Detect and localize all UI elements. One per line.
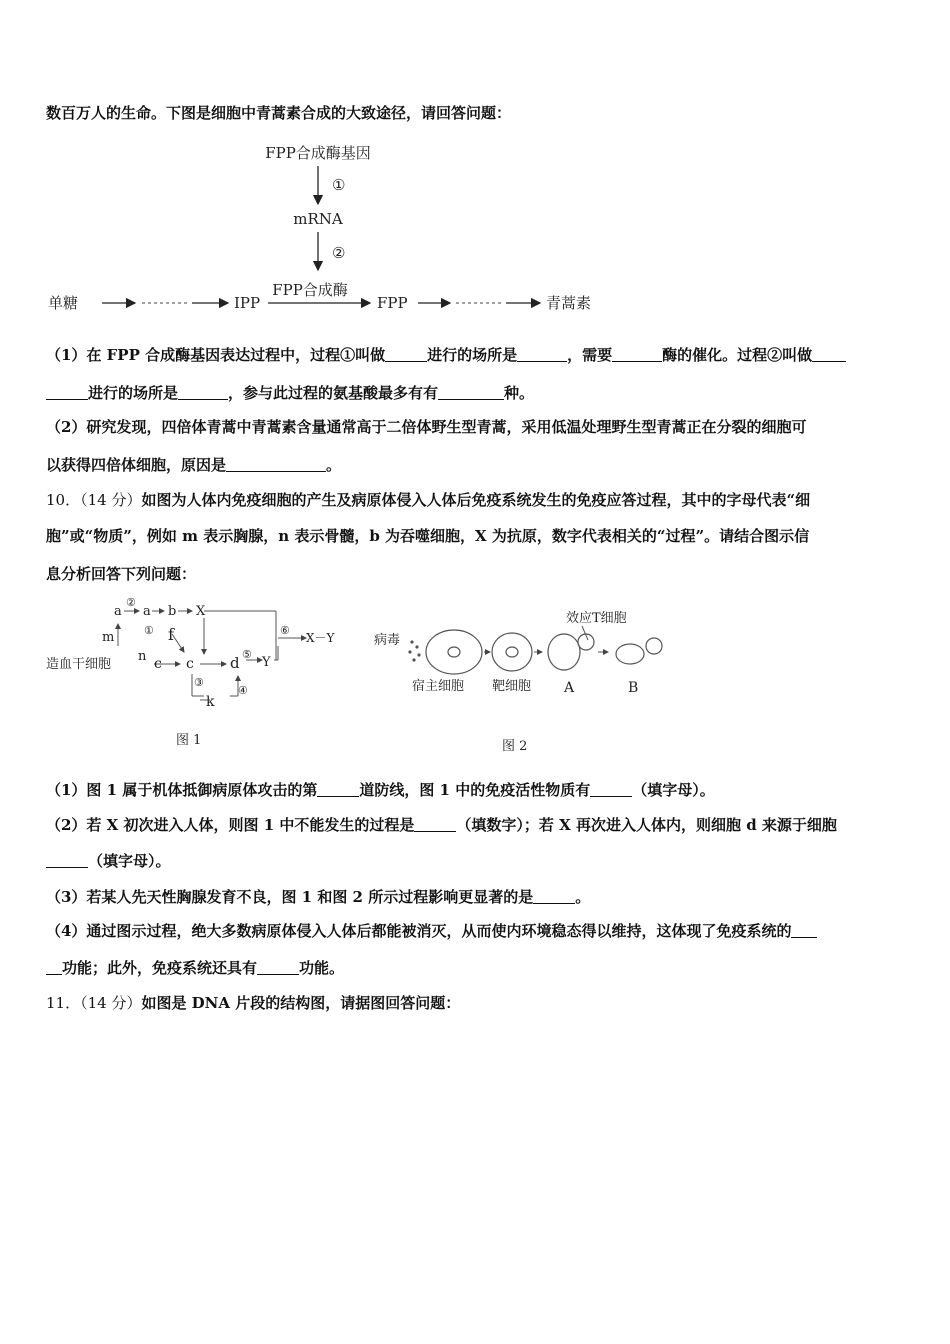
fig1-label-a1: a xyxy=(114,604,122,619)
q10-p4-text-c: 功能。 xyxy=(299,959,345,977)
q10-p2-text-c: （填字母）。 xyxy=(88,852,171,870)
fig1-label-p3: ③ xyxy=(194,676,204,689)
fig1-label-f: f xyxy=(168,625,174,644)
cell-b-icon xyxy=(616,638,662,664)
answer-blank[interactable] xyxy=(438,385,504,400)
answer-blank[interactable] xyxy=(517,347,567,362)
q9-p1-text-f: ，参与此过程的氨基酸最多有有 xyxy=(228,384,439,402)
pathway-figure xyxy=(40,140,620,325)
q9-p1-text-b: 进行的场所是 xyxy=(427,346,518,364)
target-cell-icon xyxy=(492,633,532,671)
q9-p1-text-e: 进行的场所是 xyxy=(88,384,179,402)
host-cell-icon xyxy=(426,630,482,674)
fig1-label-xy: X－Y xyxy=(306,631,335,645)
fig1-label-p5: ⑤ xyxy=(242,648,252,661)
q10-p1-text-c: （填字母）。 xyxy=(632,781,715,799)
q10-p3-text-a: （3）若某人先天性胸腺发育不良，图 1 和图 2 所示过程影响更显著的是 xyxy=(46,888,534,906)
fig2-target-label: 靶细胞 xyxy=(492,679,532,694)
fig2-host-label: 宿主细胞 xyxy=(412,679,465,694)
q10-p2-text-b: （填数字）；若 X 再次进入人体内，则细胞 d 来源于细胞 xyxy=(456,816,837,834)
fig1-label-source: 造血干细胞 xyxy=(46,657,112,672)
q9-p2-text-a: 以获得四倍体细胞，原因是 xyxy=(46,456,227,474)
virus-particles-icon xyxy=(408,640,420,661)
fig2-virus-label: 病毒 xyxy=(374,633,401,648)
immune-figure-1 xyxy=(44,596,344,756)
pathway-fpp-label: FPP xyxy=(377,294,408,312)
fig1-label-c1: c xyxy=(154,656,162,672)
fig1-label-p2: ② xyxy=(126,596,136,609)
fig1-label-p6: ⑥ xyxy=(280,624,290,637)
fig1-label-y: Y xyxy=(262,655,271,670)
q10-p4-text-a: （4）通过图示过程，绝大多数病原体侵入人体后都能被消灭，从而使内环境稳态得以维持，这体现了免疫系统的 xyxy=(46,922,792,940)
intro-text: 数百万人的生命。下图是细胞中青蒿素合成的大致途径，请回答问题： xyxy=(46,104,512,122)
answer-blank[interactable] xyxy=(317,782,359,797)
q10-p1-text-a: （1）图 1 属于机体抵御病原体攻击的第 xyxy=(46,781,318,799)
q10-stem-line3: 息分析回答下列问题： xyxy=(46,565,197,583)
q10-p2-text-a: （2）若 X 初次进入人体，则图 1 中不能发生的过程是 xyxy=(46,816,415,834)
q10-stem-line1 xyxy=(46,489,810,510)
q10-part4-line2 xyxy=(46,957,344,978)
answer-blank[interactable] xyxy=(226,457,326,472)
q10-p3-text-b: 。 xyxy=(575,888,591,906)
fig2-effector-label: 效应T细胞 xyxy=(566,611,627,626)
answer-blank[interactable] xyxy=(257,960,299,975)
answer-blank[interactable] xyxy=(385,347,427,362)
q10-number: 10．（14 分） xyxy=(46,491,142,509)
pathway-step2-label: ② xyxy=(332,244,346,262)
q10-p1-text-b: 道防线，图 1 中的免疫活性物质有 xyxy=(359,781,591,799)
fig1-label-d: d xyxy=(230,654,240,672)
q11-stem-text: 如图是 DNA 片段的结构图，请据图回答问题： xyxy=(141,994,461,1012)
pathway-ipp-label: IPP xyxy=(234,294,261,312)
q10-part4-line1 xyxy=(46,920,817,941)
q10-stem-text-1: 如图为人体内免疫细胞的产生及病原体侵入人体后免疫系统发生的免疫应答过程，其中的字母代表“细 xyxy=(141,491,811,509)
pathway-mrna-label: mRNA xyxy=(293,210,343,228)
answer-blank[interactable] xyxy=(46,960,62,975)
answer-blank[interactable] xyxy=(46,385,88,400)
answer-blank[interactable] xyxy=(590,782,632,797)
q9-part1-line1 xyxy=(46,344,846,365)
fig2-a-label: A xyxy=(564,680,575,696)
q9-part2-line2 xyxy=(46,454,341,475)
q10-p4-text-b: 功能；此外，免疫系统还具有 xyxy=(62,959,258,977)
fig2-b-label: B xyxy=(628,680,639,696)
answer-blank[interactable] xyxy=(414,817,456,832)
q9-part2-line1: （2）研究发现，四倍体青蒿中青蒿素含量通常高于二倍体野生型青蒿，采用低温处理野生型青蒿正在分裂的细胞可 xyxy=(46,418,807,436)
pathway-step1-label: ① xyxy=(332,176,346,194)
answer-blank[interactable] xyxy=(812,347,846,362)
cell-a-icon xyxy=(548,634,594,670)
q9-p1-text-a: （1）在 FPP 合成酶基因表达过程中，过程①叫做 xyxy=(46,346,386,364)
answer-blank[interactable] xyxy=(612,347,662,362)
fig1-label-x: X xyxy=(196,604,206,619)
q9-p2-text-b: 。 xyxy=(326,456,342,474)
fig1-label-n: n xyxy=(138,649,147,664)
fig1-caption: 图 1 xyxy=(176,733,202,748)
immune-figure-2 xyxy=(372,600,672,760)
fig1-label-m: m xyxy=(102,630,115,645)
answer-blank[interactable] xyxy=(791,923,817,938)
fig1-label-p4: ④ xyxy=(238,684,248,697)
pathway-sugar-label: 单糖 xyxy=(48,294,79,312)
pathway-product-label: 青蒿素 xyxy=(546,294,592,312)
q9-p1-text-c: ，需要 xyxy=(567,346,613,364)
q9-part1-line2 xyxy=(46,382,534,403)
answer-blank[interactable] xyxy=(533,889,575,904)
q9-p1-text-g: 种。 xyxy=(504,384,535,402)
fig1-label-c2: c xyxy=(186,656,194,672)
fig1-label-b: b xyxy=(168,604,177,619)
fig1-label-p1: ① xyxy=(144,624,154,637)
q10-part2-line1 xyxy=(46,814,837,835)
q11-number: 11．（14 分） xyxy=(46,994,142,1012)
q10-part3 xyxy=(46,886,590,907)
pathway-enzyme-label: FPP合成酶 xyxy=(272,281,348,299)
q10-stem-line2: 胞”或“物质”，例如 m 表示胸腺，n 表示骨髓，b 为吞噬细胞，X 为抗原，数字代表相关的“过程”。请结合图示信 xyxy=(46,527,810,545)
q11-stem xyxy=(46,992,460,1013)
fig1-label-k: k xyxy=(206,694,215,710)
fig1-label-a2: a xyxy=(143,604,151,619)
q9-p1-text-d: 酶的催化。过程②叫做 xyxy=(662,346,813,364)
answer-blank[interactable] xyxy=(178,385,228,400)
pathway-gene-label: FPP合成酶基因 xyxy=(265,144,371,162)
fig2-caption: 图 2 xyxy=(502,739,528,754)
answer-blank[interactable] xyxy=(46,853,88,868)
q10-part1 xyxy=(46,779,715,800)
q10-part2-line2 xyxy=(46,850,171,871)
